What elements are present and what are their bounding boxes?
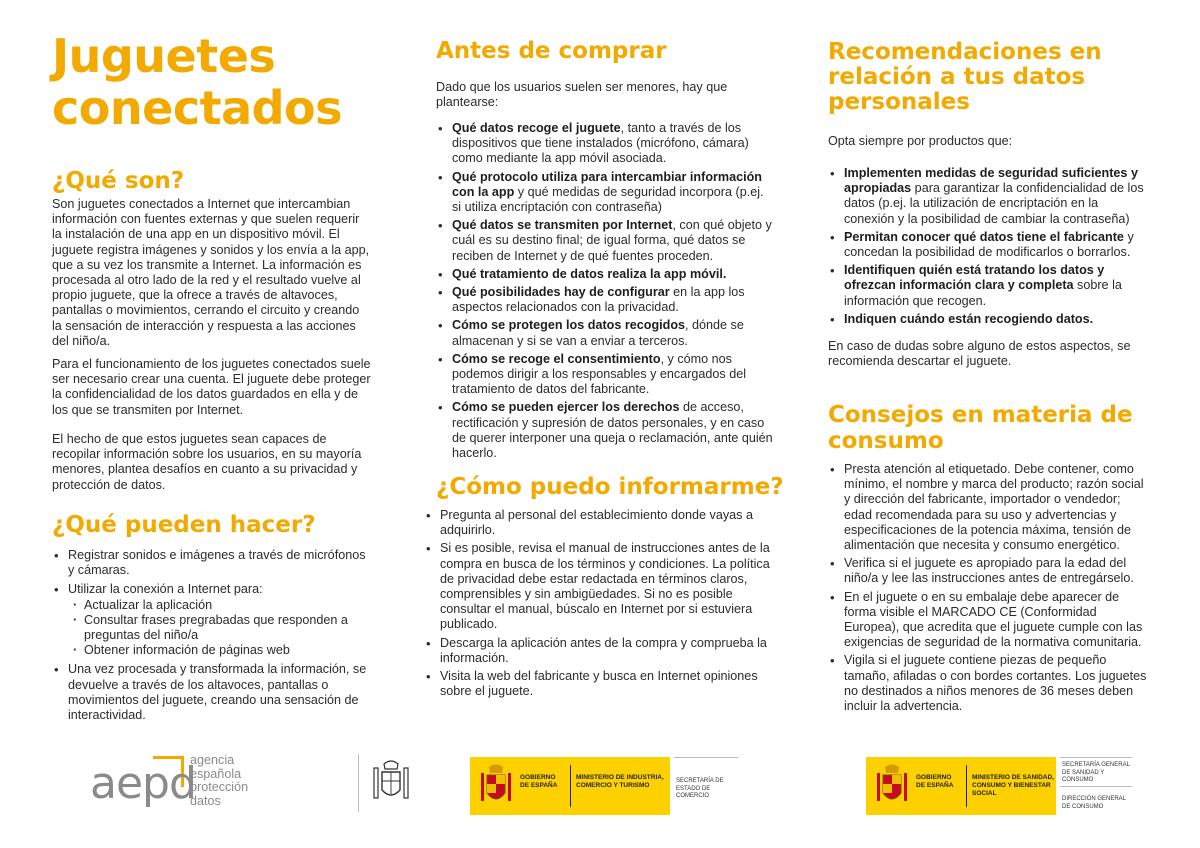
- list-item-text: en la app los aspectos relacionados con la privacidad.: [452, 285, 745, 315]
- spain-shield-icon: [876, 763, 908, 809]
- list-item-text: Utilizar la conexión a Internet para:: [68, 582, 263, 597]
- side-rule: [1060, 757, 1132, 758]
- list-item: [828, 263, 1150, 309]
- list-item-bold: Cómo se recoge el consentimiento: [452, 351, 661, 366]
- list-item-text: y qué medidas de seguridad incorpora (p.ej. si utiliza encriptación con contraseña): [452, 184, 764, 215]
- que-pueden-list: [52, 548, 372, 727]
- spain-shield-icon: [480, 763, 512, 809]
- gobierno-text: GOBIERNO DE ESPAÑA: [520, 774, 558, 789]
- heading-line: Consejos en materia de: [828, 402, 1133, 428]
- sub-list-item: · Actualizar la aplicación: [68, 598, 372, 613]
- spain-coat-of-arms-icon: [370, 758, 412, 806]
- list-item: [436, 318, 776, 348]
- side-rule: [674, 757, 738, 758]
- heading-line: relación a tus datos: [828, 64, 1086, 90]
- que-son-paragraph-3: El hecho de que estos juguetes sean capaces de recopilar información sobre los usuarios, en su mayoría menores, plantea desafíos en cuanto a su privacidad y protección de datos.: [52, 432, 362, 492]
- list-item-text: sobre la información que recogen.: [844, 278, 1122, 308]
- list-item: [828, 312, 1150, 327]
- list-item-bold: Cómo se protegen los datos recogidos: [452, 318, 686, 333]
- list-item: [436, 267, 776, 282]
- consejos-list: [828, 462, 1150, 717]
- aepd-logo-mark: aepd: [90, 758, 196, 809]
- side-rule: [1060, 786, 1132, 787]
- recomendaciones-intro: Opta siempre por productos que:: [828, 134, 1013, 148]
- list-item: [828, 166, 1150, 227]
- list-item-bold: Qué datos recoge el juguete: [452, 121, 621, 135]
- list-item-text: , dónde se almacenan y si se van a enviar a terceros.: [452, 318, 744, 348]
- list-item: [436, 352, 776, 398]
- list-item-text: , y cómo nos podemos dirigir a los responsables y encargados del tratamiento de datos del fabricante.: [452, 351, 747, 397]
- direccion-consumo-text: DIRECCIÓN GENERAL DE CONSUMO: [1062, 796, 1126, 810]
- gobierno-text: GOBIERNO DE ESPAÑA: [916, 774, 954, 789]
- list-item: • Vigila si el juguete contiene piezas de pequeño tamaño, afiladas o con bordes cortantes. Los juguetes no destinados a niños menores de 36 meses deben incluir la advertencia.: [828, 653, 1150, 714]
- list-item: • Presta atención al etiquetado. Debe contener, como mínimo, el nombre y marca del producto; razón social y dirección del fabricante, importador o vendedor; edad recomendada para su uso y advertencias y especificaciones de la potencia máxima, tensión de alimentación que necesita y consumo energético.: [828, 462, 1150, 553]
- heading-antes-de-comprar: Antes de comprar: [436, 38, 667, 64]
- list-item-bold: Qué posibilidades hay de configurar: [452, 285, 670, 300]
- secretaria-comercio-text: SECRETARÍA DE ESTADO DE COMERCIO: [676, 778, 724, 799]
- list-item: • Visita la web del fabricante y busca en Internet opiniones sobre el juguete.: [424, 669, 776, 699]
- list-item: • Descarga la aplicación antes de la compra y comprueba la información.: [424, 636, 776, 666]
- list-item-bold: Qué protocolo utiliza para intercambiar información con la app: [452, 169, 762, 199]
- logo-divider: [570, 765, 571, 807]
- aepd-logo: [90, 752, 330, 818]
- antes-intro: Dado que los usuarios suelen ser menores, hay que plantearse:: [436, 80, 728, 110]
- sub-list: [68, 598, 372, 659]
- list-item-bold: Implementen medidas de seguridad suficientes y apropiadas: [844, 166, 1138, 196]
- list-item: [436, 400, 776, 461]
- sub-list-item: · Consultar frases pregrabadas que responden a preguntas del niño/a: [68, 613, 372, 643]
- main-title-line2: conectados: [52, 81, 343, 135]
- heading-que-son: ¿Qué son?: [52, 168, 185, 194]
- heading-line: consumo: [828, 428, 944, 454]
- main-title-line1: Juguetes: [52, 29, 276, 83]
- informarme-list: [424, 508, 776, 702]
- heading-que-pueden-hacer: ¿Qué pueden hacer?: [52, 512, 316, 538]
- logo-divider: [358, 754, 359, 812]
- list-item: [436, 121, 776, 167]
- list-item: • En el juguete o en su embalaje debe aparecer de forma visible el MARCADO CE (Conformidad Europea), que acredita que el juguete cumple con las exigencias de seguridad de la normativa comunitaria.: [828, 590, 1150, 651]
- list-item-text: , tanto a través de los dispositivos que tiene instalados (micrófono, cámara) como mediante la app móvil asociada.: [452, 121, 749, 166]
- recomendaciones-list: [828, 166, 1150, 330]
- list-item-text: de acceso, rectificación y supresión de datos personales, y en caso de querer interponer una queja o reclamación, ante quién hacerlo.: [452, 400, 773, 461]
- heading-line: Recomendaciones en: [828, 39, 1102, 65]
- aepd-subtitle-line: española: [190, 766, 242, 781]
- list-item-text: para garantizar la confidencialidad de los datos (p.ej. la utilización de encriptación en la conexión y la posibilidad de cambiar la contraseña): [844, 181, 1144, 226]
- list-item: [436, 285, 776, 315]
- list-item: • Verifica si el juguete es apropiado para la edad del niño/a y lee las instrucciones antes de entregárselo.: [828, 556, 1150, 586]
- que-son-paragraph-2: Para el funcionamiento de los juguetes conectados suele ser necesario crear una cuenta. El juguete debe proteger la confidencialidad de los datos guardados en ella y de los que se transmiten por Internet.: [52, 357, 371, 417]
- list-item-text: , con qué objeto y cuál es su destino final; de igual forma, qué datos se reciben de Internet y de qué fuentes proceden.: [452, 218, 772, 263]
- aepd-subtitle-line: agencia: [190, 753, 235, 767]
- aepd-logo-subtitle: [190, 754, 248, 808]
- gobierno-sanidad-logo: [866, 757, 1056, 815]
- list-item: [436, 170, 776, 216]
- aepd-subtitle-line: datos: [190, 793, 221, 808]
- ministerio-text: MINISTERIO DE SANIDAD, CONSUMO Y BIENESTAR SOCIAL: [972, 774, 1054, 797]
- heading-line: personales: [828, 89, 970, 115]
- heading-como-informarme: ¿Cómo puedo informarme?: [436, 474, 784, 500]
- list-item: [52, 582, 372, 658]
- ministerio-text: MINISTERIO DE INDUSTRIA, COMERCIO Y TURISMO: [576, 774, 664, 789]
- list-item-text: y concedan la posibilidad de modificarlos o borrarlos.: [844, 229, 1134, 260]
- list-item: [436, 218, 776, 264]
- list-item-bold: Cómo se pueden ejercer los derechos: [452, 400, 680, 415]
- dudas-paragraph: En caso de dudas sobre alguno de estos aspectos, se recomienda descartar el juguete.: [828, 339, 1131, 369]
- aepd-subtitle-line: protección: [190, 780, 249, 794]
- list-item: • Registrar sonidos e imágenes a través de micrófonos y cámaras.: [52, 548, 372, 578]
- logo-divider: [966, 765, 967, 807]
- heading-consejos: [828, 402, 1133, 454]
- antes-list: [436, 121, 776, 464]
- secretaria-sanidad-text: SECRETARÍA GENERAL DE SANIDAD Y CONSUMO: [1062, 762, 1130, 783]
- list-item: [828, 230, 1150, 260]
- heading-recomendaciones: [828, 40, 1102, 115]
- main-title: [52, 30, 342, 134]
- list-item-bold: Qué tratamiento de datos realiza la app móvil.: [452, 266, 727, 281]
- list-item-bold: Qué datos se transmiten por Internet: [452, 218, 673, 233]
- list-item-bold: Identifiquen quién está tratando los datos y ofrezcan información clara y completa: [844, 263, 1105, 293]
- list-item: • Pregunta al personal del establecimiento donde vayas a adquirirlo.: [424, 508, 776, 538]
- que-son-paragraph-1: Son juguetes conectados a Internet que intercambian información con fuentes externas y que suelen requerir la instalación de una app en un dispositivo móvil. El juguete registra imágenes y sonidos y los envía a la app, que a su vez los transmite a Internet. La información es procesada al otro lado de la red y el resultado vuelve al propio juguete, que la ofrece a través de altavoces, pantallas o movimientos, cerrando el circuito y creando la sensación de interacción y respuesta a las acciones del niño/a.: [52, 197, 370, 348]
- list-item: • Si es posible, revisa el manual de instrucciones antes de la compra en busca de los términos y condiciones. La política de privacidad debe estar redactada en términos claros, comprensibles y sin ambigüedades. Si no es posible consultar el manual, búscalo en Internet por si estuviera publicado.: [424, 541, 776, 632]
- list-item-bold: Permitan conocer qué datos tiene el fabricante: [844, 229, 1124, 244]
- gobierno-industria-logo: [470, 757, 670, 815]
- sub-list-item: · Obtener información de páginas web: [68, 643, 372, 658]
- list-item: • Una vez procesada y transformada la información, se devuelve a través de los altavoces, pantallas o movimientos del juguete, creando una sensación de interactividad.: [52, 662, 372, 723]
- list-item-bold: Indiquen cuándo están recogiendo datos.: [844, 311, 1094, 326]
